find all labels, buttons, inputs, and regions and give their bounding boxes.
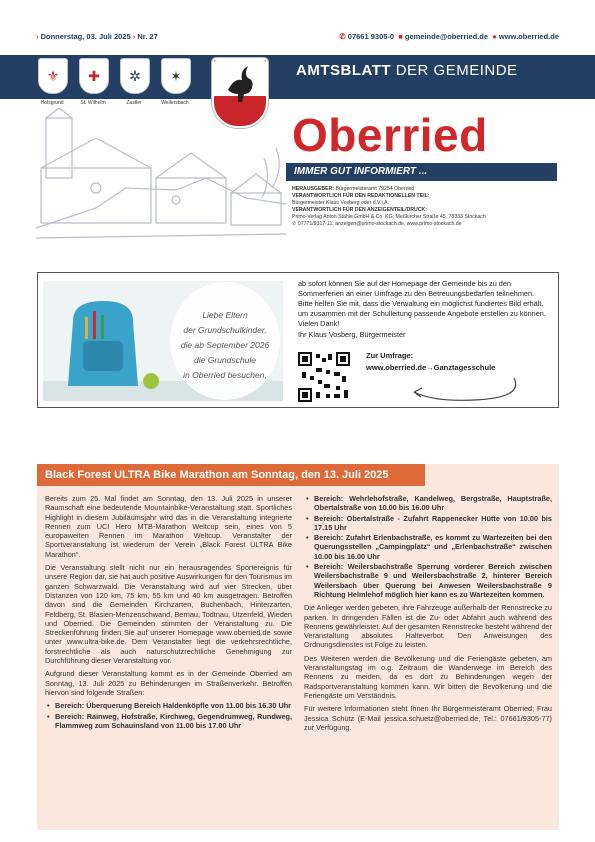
- article-paragraph: Bereits zum 25. Mal findet am Sonntag, den 13. Juli 2025 in unserer Raumschaft eine bedeutende Mountainbike-Veranstaltung statt. Sportliches Highlight in diesem Jubiläumsjahr wird das in die Veranstaltung integrierte Rennen zum UCI Hero MTB-Marathon Weltcup sein, eines von 5 europaweiten Rennen im Marathon Weltcup. Veranstalter der Sportveranstaltung ist wiederum der Verein „Black Forest ULTRA Bike Marathon“.: [45, 494, 292, 559]
- survey-label: Zur Umfrage:: [366, 351, 414, 360]
- article-left-column: [45, 494, 292, 734]
- crest-weilersbach-icon: ✶: [161, 58, 191, 94]
- article-paragraph: Die Anlieger werden gebeten, ihre Fahrzeuge außerhalb der Rennstrecke zu parken. In dringenden Fällen ist die Zu- oder Abfahrt auch während des Rennens gewährleistet. Auf der gesamten Rennstrecke besteht während der Veranstaltung absolutes Halteverbot. Den Anweisungen des Ordnungsdienstes ist Folge zu leisten.: [304, 603, 552, 650]
- article-paragraph: Für weitere Informationen steht Ihnen Ihr Bürgermeisteramt Oberried; Frau Jessica Schütz (E-Mail jessica.schuetz@oberried.de, Tel.: 07661/9305-77) zur Verfügung.: [304, 704, 552, 732]
- imprint-printer: Primo-Verlag Anton Stähle GmbH & Co. KG, Meßkircher Straße 45, 78333 Stockach: [292, 214, 486, 220]
- imprint-block: [292, 186, 560, 228]
- imprint-label: HERAUSGEBER:: [292, 186, 335, 192]
- imprint-contact: 07771/9317-11, anzeigen@primo-stockach.de, www.primo-stockach.de: [297, 221, 462, 227]
- issue-info: [36, 32, 158, 41]
- notice-paragraph: ab sofort können Sie auf der Homepage der Gemeinde bis zu den Sommerferien an einer Umfrage zu den Betreuungsbedarfen teilnehmen.: [298, 279, 535, 298]
- website-link[interactable]: www.oberried.de: [498, 32, 559, 41]
- town-name: Oberried: [292, 109, 488, 161]
- masthead-title-bold: AMTSBLATT: [296, 62, 392, 79]
- mail-icon: ■: [398, 32, 403, 41]
- village-sketch: [36, 108, 286, 248]
- phone-icon: ✆: [292, 221, 297, 227]
- road-list: [304, 494, 552, 599]
- village-label: Weilersbach: [161, 100, 189, 106]
- qr-code-icon[interactable]: [298, 352, 350, 402]
- masthead-title: [296, 62, 518, 79]
- issue-number: Nr. 27: [137, 32, 158, 41]
- issue-date: Donnerstag, 03. Juli 2025: [40, 32, 131, 41]
- contact-info: [339, 32, 559, 41]
- village-label: Hofsgrund: [40, 100, 64, 106]
- road-list: [45, 701, 292, 730]
- article-right-column: [304, 494, 552, 736]
- crest-st-wilhelm-icon: ✚: [79, 58, 109, 94]
- curved-arrow-icon: [404, 374, 524, 406]
- chevron-icon: ›: [132, 32, 136, 41]
- imprint-publisher: Bürgermeisteramt 79254 Oberried: [335, 186, 415, 192]
- card-line: die Grundschule: [194, 355, 256, 365]
- chevron-icon: ›: [36, 32, 39, 41]
- survey-link-block: [366, 350, 495, 374]
- article-paragraph: Die Veranstaltung stellt nicht nur ein herausragendes Sportereignis für unsere Region dar, sie hat auch positive Auswirkungen für den Tourismus im ganzen Schwarzwald. Die Veranstaltung wird auf vier Strecken, über Distanzen von 120 km, 75 km, 55 km und 40 km ausgetragen. Betroffen davon sind die Gemeinden Kirchzarten, Buchenbach, Hinterzarten, Feldberg, St. Blasien-Menzenschwand, Bernau, Todtnau, Utzenfeld, Wieden und Oberried. Die Gemeinden stimmten der Veranstaltung zu. Die Streckenführung finden Sie auf unserer Homepage www.oberried.de sowie unter www.ultra-bike.de. Dem Veranstalter liegt die verkehrsrechtliche, forstrechtliche als auch naturschutzrechtliche Genehmigung zur Durchführung dieser Veranstaltung vor.: [45, 563, 292, 666]
- road-list-item: • Bereich: Überquerung Bereich Haldenköpfle von 11.00 bis 16.30 Uhr: [55, 701, 292, 710]
- card-line: die ab September 2026: [180, 340, 270, 350]
- road-list-item: • Bereich: Obertalstraße - Zufahrt Rappenecker Hütte von 10.00 bis 17.15 Uhr: [314, 514, 552, 533]
- crest-zastler-icon: ✲: [120, 58, 150, 94]
- survey-link[interactable]: www.oberried.de→Ganztagesschule: [366, 363, 496, 372]
- road-list-item: • Bereich: Weilersbachstraße Sperrung vorderer Bereich zwischen Weilersbachstraße 9 und Weilersbachstraße 2, hinterer Bereich Weilersbach über Querung bei Anwesen Weilersbachstraße 9 Richtung Helmlehof möglich hier kann es zu Wartezeiten kommen.: [314, 562, 552, 599]
- phone-icon: ✆: [339, 32, 346, 41]
- card-line: Liebe Eltern: [202, 310, 248, 320]
- card-line: der Grundschulkinder,: [183, 325, 267, 335]
- road-list-item: • Bereich: Wehrlehofstraße, Kandelweg, Bergstraße, Hauptstraße, Obertalstraße von 10.00 bis 16.00 Uhr: [314, 494, 552, 513]
- tagline-bar: IMMER GUT INFORMIERT ...: [286, 163, 557, 181]
- card-text: [172, 308, 278, 383]
- email-address[interactable]: gemeinde@oberried.de: [404, 32, 489, 41]
- notice-text: [298, 279, 554, 340]
- card-line: in Oberried besuchen,: [183, 370, 267, 380]
- phone-number: 07661 9305-0: [347, 32, 395, 41]
- notice-signature: Ihr Klaus Vosberg, Bürgermeister: [298, 329, 406, 339]
- village-label: Zastler: [126, 100, 142, 106]
- road-list-item: • Bereich: Rainweg, Hofstraße, Kirchweg, Gegendrumweg, Rundweg, Flammweg zum Schauinsland von 11.00 bis 17.00 Uhr: [55, 712, 292, 731]
- imprint-editor: Bürgermeister Klaus Vosberg oder d.V.i.A.: [292, 200, 389, 206]
- notice-paragraph: Bitte helfen Sie mit, dass die Verwaltung ein möglichst fundiertes Bild erhält, um zusammen mit der Schulleitung passende Angebote erstellen zu können.: [298, 299, 546, 318]
- imprint-label: VERANTWORTLICH FÜR DEN ANZEIGENTEIL/DRUCK:: [292, 207, 427, 213]
- road-list-item: • Bereich: Zufahrt Erlenbachstraße, es kommt zu Wartezeiten bei den Querungsstellen „Campingplatz“ und „Erlenbachstraße“ zwischen 10.00 bis 16.00 Uhr: [314, 533, 552, 561]
- masthead-title-rest: DER GEMEINDE: [395, 62, 518, 79]
- village-label: St. Wilhelm: [80, 100, 106, 106]
- article-paragraph: Aufgrund dieser Veranstaltung kommt es in der Gemeinde Oberried am Sonntag, 13. Juli 2025 zu Behinderungen im Straßenverkehr. Betroffen hiervon sind folgende Straßen:: [45, 669, 292, 697]
- notice-paragraph: Vielen Dank!: [298, 319, 340, 328]
- article-title: Black Forest ULTRA Bike Marathon am Sonntag, den 13. Juli 2025: [37, 464, 425, 486]
- article-paragraph: Des Weiteren werden die Bevölkerung und die Feriengäste gebeten, am Veranstaltungstag im o.g. Zeitraum die Wanderwege im Bereich des Rennens zu meiden, da es dort zu Behinderungen wegen der Radsportveranstaltung kommen kann. Wir bitten die Bevölkerung und die Feriengäste um Verständnis.: [304, 653, 552, 700]
- top-info-bar: [36, 32, 559, 46]
- crest-hofsgrund-icon: ⚜: [38, 58, 68, 94]
- globe-icon: ●: [492, 32, 497, 41]
- imprint-label: VERANTWORTLICH FÜR DEN REDAKTIONELLEN TEIL:: [292, 193, 430, 199]
